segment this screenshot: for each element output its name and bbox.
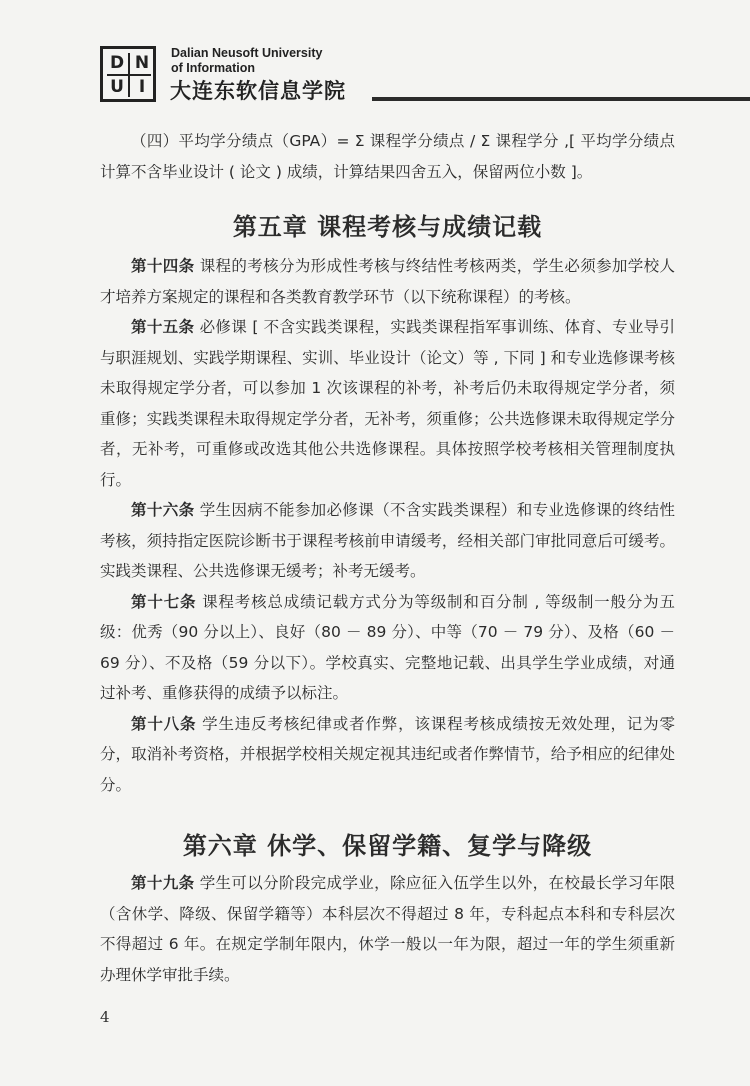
page-number: 4 [100, 1008, 110, 1026]
article-text: 必修课 [ 不含实践类课程，实践类课程指军事训练、体育、专业导引与职涯规划、实践学期课程、实训、毕业设计（论文）等 , 下同 ] 和专业选修课考核未取得规定学分者，可以参加 1 次该课程的补考，补考后仍未取得规定学分者，须重修；实践类课程未取得规定学分者，无补考，须重修；公共选修课未取得规定学分者，无补考，可重修或改选其他公共选修课程。具体按照学校考核相关管理制度执行。 [100, 318, 675, 489]
article-label: 第十七条 [131, 592, 197, 611]
university-name-chinese: 大连东软信息学院 [170, 79, 346, 103]
article-text: 学生因病不能参加必修课（不含实践类课程）和专业选修课的终结性考核，须持指定医院诊断书于课程考核前申请缓考，经相关部门审批同意后可缓考。实践类课程、公共选修课无缓考；补考无缓考。 [100, 501, 675, 580]
chapter-6-title: 第六章 休学、保留学籍、复学与降级 [182, 832, 593, 860]
article-label: 第十九条 [131, 874, 195, 892]
article-text: 学生可以分阶段完成学业，除应征入伍学生以外，在校最长学习年限（含休学、降级、保留学籍等）本科层次不得超过 8 年，专科起点本科和专科层次不得超过 6 年。在规定学制年限内，休学一般以一年为限，超过一年的学生须重新办理休学审批手续。 [100, 874, 675, 984]
article-text: 学生违反考核纪律或者作弊，该课程考核成绩按无效处理，记为零分，取消补考资格，并根据学校相关规定视其违纪或者作弊情节，给予相应的纪律处分。 [100, 714, 675, 794]
logo-letter-d: D [109, 53, 125, 73]
article-label: 第十五条 [131, 318, 195, 336]
page-body [100, 126, 675, 990]
article-14 [100, 251, 675, 312]
article-15 [100, 312, 675, 495]
gpa-paragraph: （四）平均学分绩点（GPA）= Σ 课程学分绩点 / Σ 课程学分 ,[ 平均学分绩点计算不含毕业设计 ( 论文 ) 成绩，计算结果四舍五入，保留两位小数 ]。 [100, 132, 675, 181]
article-16 [100, 495, 675, 587]
header-rule [372, 97, 750, 101]
article-17 [100, 587, 675, 709]
article-19 [100, 868, 675, 990]
logo-letter-i: I [138, 77, 146, 97]
article-label: 第十八条 [131, 714, 197, 733]
logo-letter-u: U [110, 77, 124, 97]
university-name-english: Dalian Neusoft University of Information [171, 46, 323, 75]
chapter-5-title: 第五章 课程考核与成绩记载 [232, 213, 543, 241]
logo-letter-n: N [134, 53, 150, 73]
article-text: 课程考核总成绩记载方式分为等级制和百分制 , 等级制一般分为五级：优秀（90 分以上）、良好（80 － 89 分）、中等（70 － 79 分）、及格（60 － 69 分）、不及格（59 分以下）。学校真实、完整地记载、出具学生学业成绩，对通过补考、重修获得的成绩予以标注。 [100, 592, 675, 702]
article-label: 第十四条 [131, 257, 195, 275]
article-18 [100, 709, 675, 801]
page-header [100, 46, 750, 106]
article-label: 第十六条 [131, 501, 195, 519]
article-text: 课程的考核分为形成性考核与终结性考核两类，学生必须参加学校人才培养方案规定的课程和各类教育教学环节（以下统称课程）的考核。 [100, 257, 675, 306]
university-logo [100, 46, 156, 102]
